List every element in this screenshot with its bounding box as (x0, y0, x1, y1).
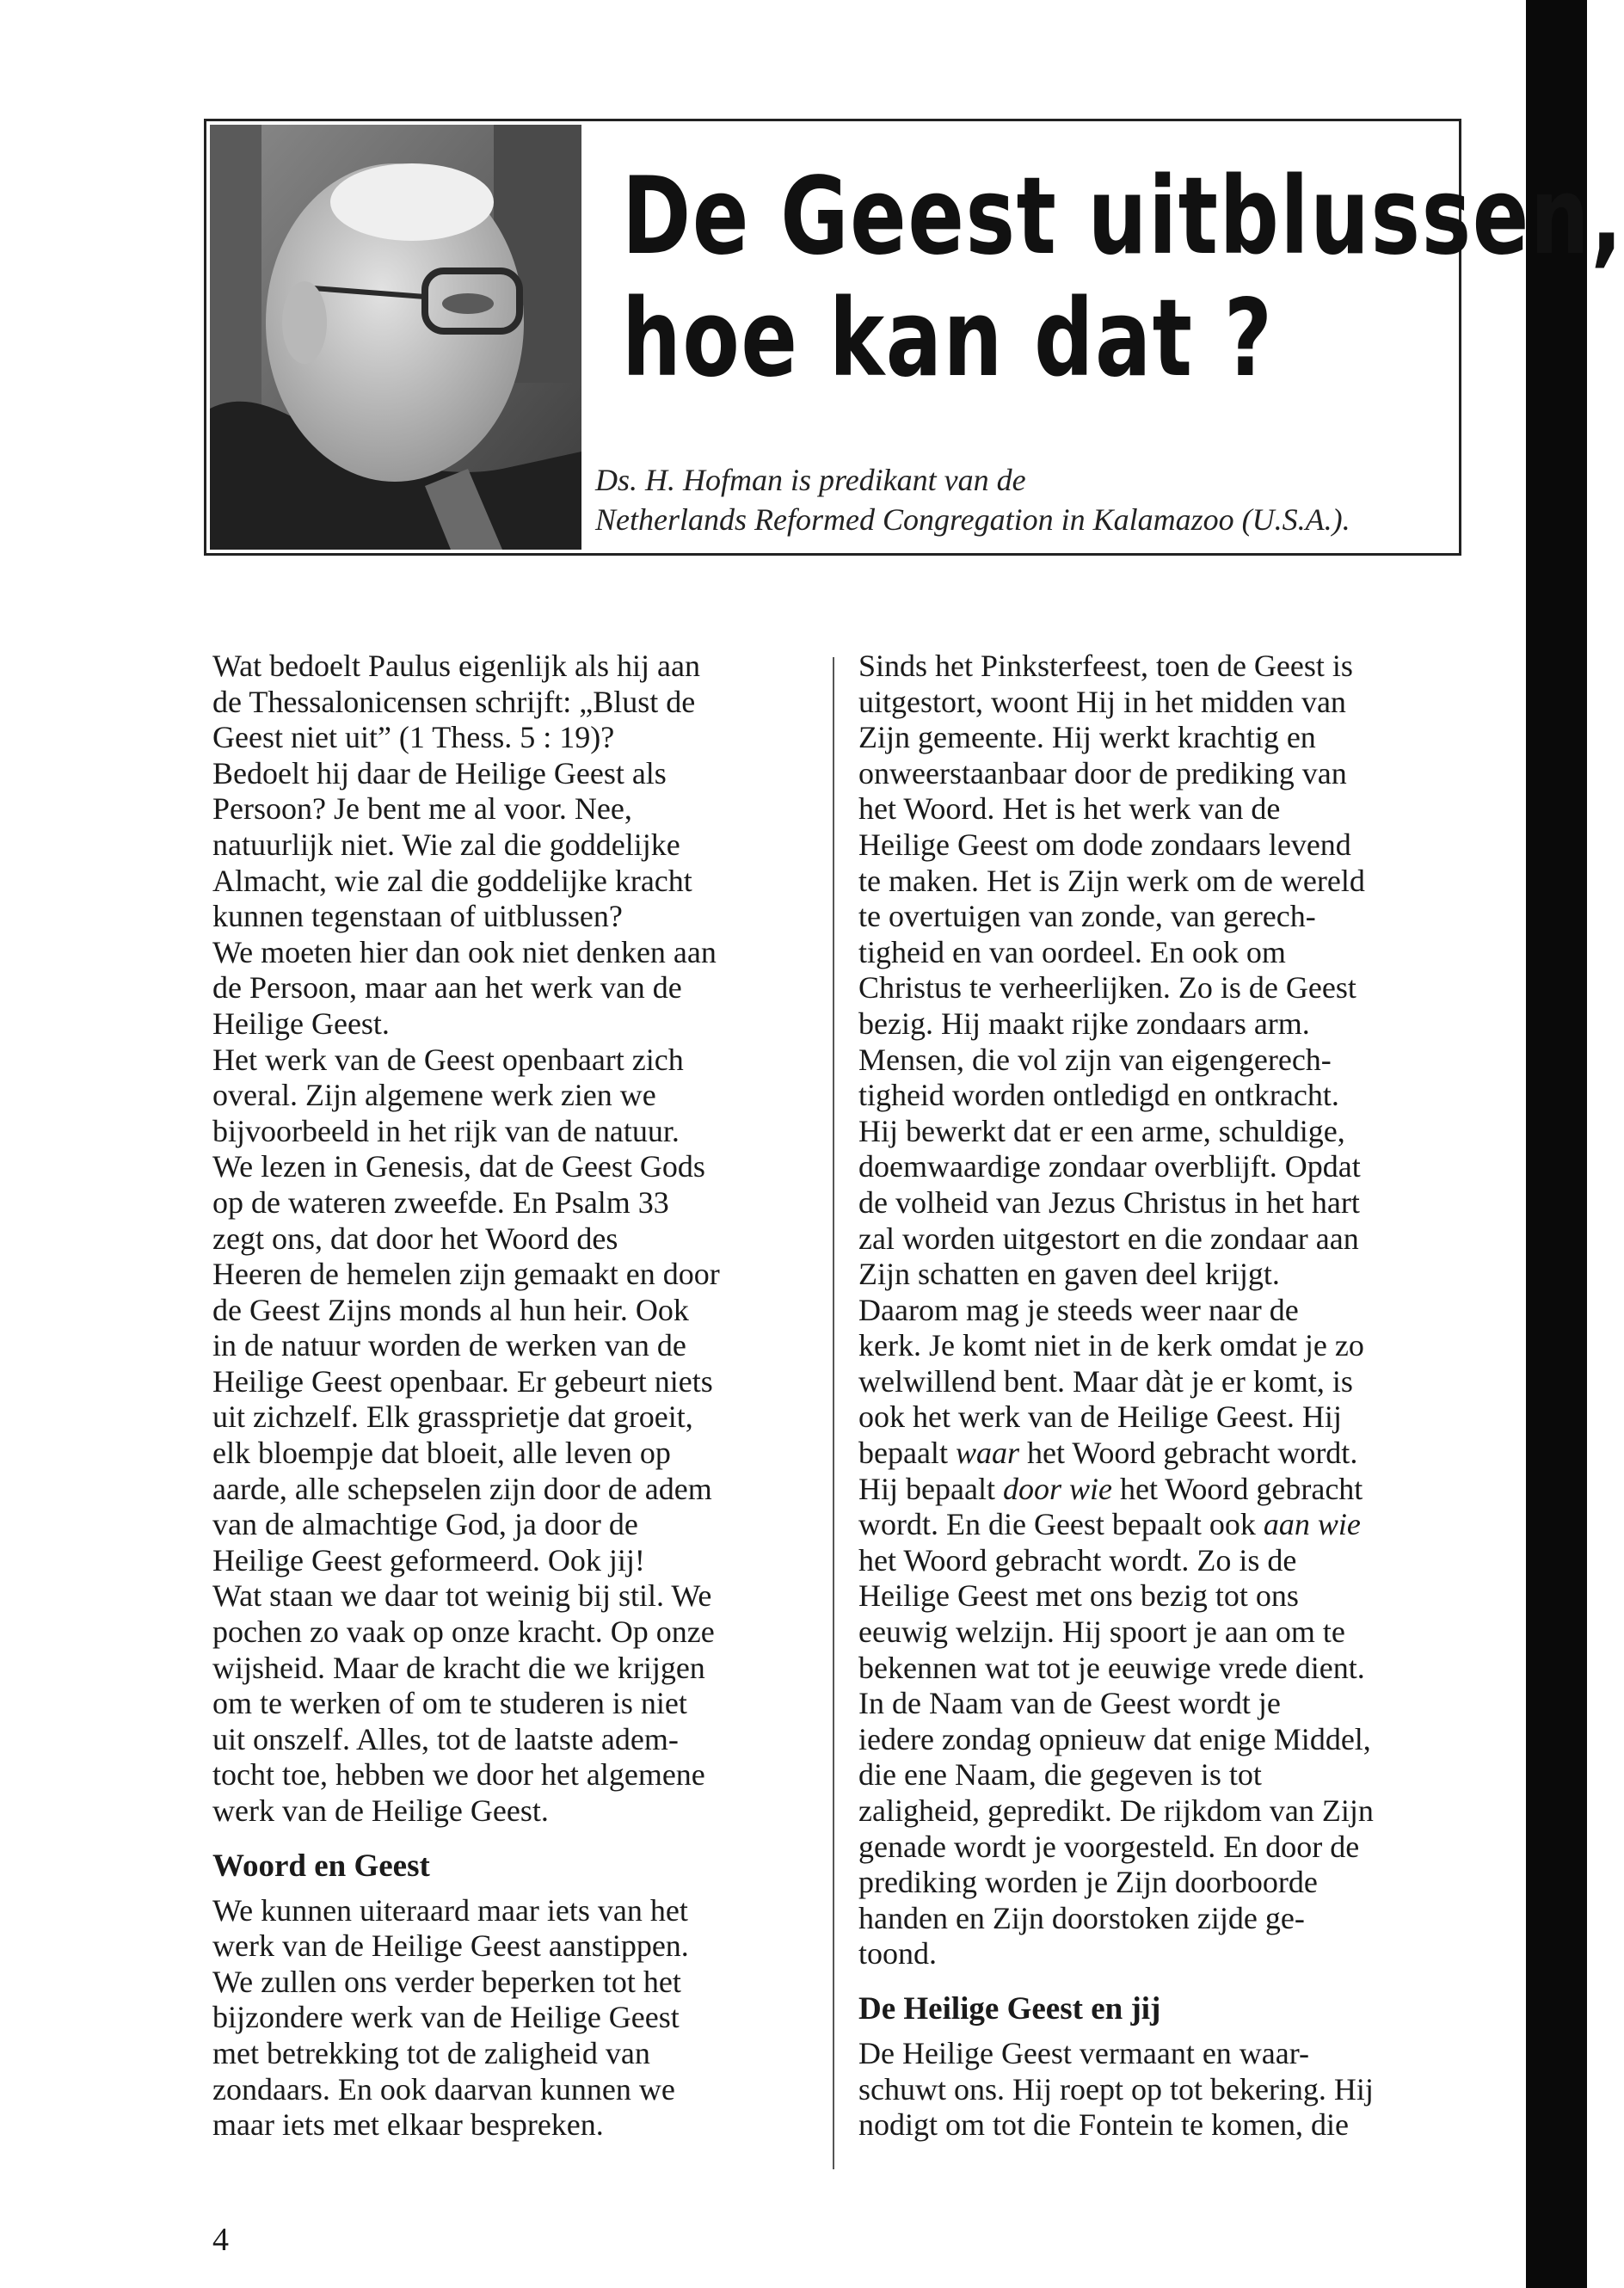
text-line: toond. (858, 1936, 938, 1971)
text-line: overal. Zijn algemene werk zien we (212, 1078, 656, 1113)
text-line: prediking worden je Zijn doorboorde (858, 1865, 1318, 1900)
text-line: genade wordt je voorgesteld. En door de (858, 1829, 1360, 1864)
author-portrait-photo (210, 125, 581, 550)
text-line: iedere zondag opnieuw dat enige Middel, (858, 1721, 1371, 1756)
italic-emphasis: door wie (1002, 1471, 1112, 1506)
right-body-text (858, 649, 1478, 1972)
page-number: 4 (212, 2222, 229, 2258)
text-line: Zijn gemeente. Hij werkt krachtig en (858, 720, 1316, 755)
text-line: Persoon? Je bent me al voor. Nee, (212, 791, 632, 827)
text-fragment: wordt. En die Geest bepaalt ook (858, 1507, 1264, 1542)
text-line: eeuwig welzijn. Hij spoort je aan om te (858, 1615, 1345, 1650)
text-line: tigheid en van oordeel. En ook om (858, 934, 1286, 969)
text-line: die ene Naam, die gegeven is tot (858, 1757, 1262, 1793)
text-line: pochen zo vaak op onze kracht. Op onze (212, 1615, 715, 1650)
text-line: de volheid van Jezus Christus in het hart (858, 1184, 1360, 1220)
text-line: ook het werk van de Heilige Geest. Hij (858, 1399, 1342, 1435)
text-line: Sinds het Pinksterfeest, toen de Geest is (858, 649, 1353, 683)
text-line: te overtuigen van zonde, van gerech- (858, 899, 1316, 934)
article-header (204, 119, 1624, 556)
text-line: kerk. Je komt niet in de kerk omdat je zo (858, 1328, 1364, 1363)
text-line: Mensen, die vol zijn van eigengerech- (858, 1042, 1332, 1077)
text-line: van de almachtige God, ja door de (212, 1507, 638, 1542)
text-line: uit zichzelf. Elk grassprietje dat groeit, (212, 1399, 693, 1435)
text-line: wijsheid. Maar de kracht die we krijgen (212, 1650, 705, 1685)
text-line: zegt ons, dat door het Woord des (212, 1221, 618, 1256)
title-line-1: De Geest uitblussen, (622, 155, 1624, 279)
text-line: elk bloempje dat bloeit, alle leven op (212, 1436, 671, 1471)
text-line: zondaars. En ook daarvan kunnen we (212, 2071, 675, 2107)
text-line-emphasis (858, 1436, 1478, 1472)
text-line: bijzondere werk van de Heilige Geest (212, 2000, 680, 2035)
text-line: de Thessalonicensen schrijft: „Blust de (212, 684, 696, 719)
text-line: We lezen in Genesis, dat de Geest Gods (212, 1149, 705, 1184)
text-line: Heilige Geest openbaar. Er gebeurt niets (212, 1363, 713, 1399)
text-line: In de Naam van de Geest wordt je (858, 1686, 1281, 1721)
text-line-emphasis (858, 1472, 1478, 1508)
article-title (622, 156, 1624, 400)
text-line: op de wateren zweefde. En Psalm 33 (212, 1184, 669, 1220)
text-line: Heilige Geest om dode zondaars levend (858, 827, 1351, 862)
text-line: de Geest Zijns monds al hun heir. Ook (212, 1292, 689, 1327)
text-line: Wat bedoelt Paulus eigenlijk als hij aan (212, 649, 700, 683)
text-line: schuwt ons. Hij roept op tot bekering. Hij (858, 2071, 1374, 2107)
text-line: natuurlijk niet. Wie zal die goddelijke (212, 827, 680, 862)
text-line: uit onszelf. Alles, tot de laatste adem- (212, 1721, 679, 1756)
text-line: We moeten hier dan ook niet denken aan (212, 934, 717, 969)
text-line: kunnen tegenstaan of uitblussen? (212, 899, 623, 934)
text-line: Christus te verheerlijken. Zo is de Geest (858, 970, 1356, 1006)
text-line: uitgestort, woont Hij in het midden van (858, 684, 1346, 719)
text-line: bijvoorbeeld in het rijk van de natuur. (212, 1113, 680, 1148)
text-line: werk van de Heilige Geest. (212, 1793, 549, 1828)
text-line: maar iets met elkaar bespreken. (212, 2107, 604, 2143)
text-line: om te werken of om te studeren is niet (212, 1686, 687, 1721)
text-line: We kunnen uiteraard maar iets van het (212, 1892, 688, 1928)
text-fragment: Hij bepaalt (858, 1471, 1003, 1506)
text-line: Heilige Geest met ons bezig tot ons (858, 1578, 1299, 1614)
section-heading-heilige-geest-en-jij: De Heilige Geest en jij (858, 1990, 1161, 2027)
text-line: welwillend bent. Maar dàt je er komt, is (858, 1363, 1353, 1399)
portrait-illustration (210, 125, 581, 550)
text-line: in de natuur worden de werken van de (212, 1328, 686, 1363)
right-column (858, 649, 1478, 2143)
text-line: tigheid worden ontledigd en ontkracht. (858, 1078, 1339, 1113)
text-fragment: het Woord gebracht (1111, 1471, 1363, 1506)
text-line: Het werk van de Geest openbaart zich (212, 1042, 684, 1077)
text-line: met betrekking tot de zaligheid van (212, 2035, 650, 2070)
text-line: We zullen ons verder beperken tot het (212, 1964, 681, 1999)
text-line: De Heilige Geest vermaant en waar- (858, 2035, 1310, 2070)
text-line: handen en Zijn doorstoken zijde ge- (858, 1900, 1305, 1935)
text-line: zal worden uitgestort en die zondaar aan (858, 1221, 1359, 1256)
italic-emphasis: aan wie (1263, 1507, 1361, 1542)
text-line: bekennen wat tot je eeuwige vrede dient. (858, 1650, 1365, 1685)
caption-line-1: Ds. H. Hofman is predikant van de (595, 463, 1026, 497)
text-line: Heeren de hemelen zijn gemaakt en door (212, 1257, 720, 1292)
text-line: onweerstaanbaar door de prediking van (858, 755, 1347, 790)
section-heading-woord-en-geest: Woord en Geest (212, 1848, 430, 1884)
column-divider (833, 657, 834, 2169)
text-line: Bedoelt hij daar de Heilige Geest als (212, 755, 667, 790)
author-caption (595, 460, 1350, 539)
text-line: nodigt om tot die Fontein te komen, die (858, 2107, 1349, 2143)
text-line: Almacht, wie zal die goddelijke kracht (212, 863, 692, 898)
left-body-text-2 (212, 1893, 806, 2143)
title-line-2: hoe kan dat ? (622, 277, 1274, 401)
text-line: Wat staan we daar tot weinig bij stil. We (212, 1578, 712, 1614)
left-column (212, 649, 806, 2143)
left-body-text (212, 649, 806, 1830)
text-line: het Woord gebracht wordt. Zo is de (858, 1542, 1297, 1578)
italic-emphasis: waar (955, 1436, 1019, 1471)
text-line: Geest niet uit” (1 Thess. 5 : 19)? (212, 720, 615, 755)
text-line: Zijn schatten en gaven deel krijgt. (858, 1257, 1280, 1292)
text-line: Heilige Geest. (212, 1006, 390, 1041)
caption-line-2: Netherlands Reformed Congregation in Kalamazoo (U.S.A.). (595, 502, 1350, 537)
text-fragment: het Woord gebracht wordt. (1018, 1436, 1358, 1471)
text-line: het Woord. Het is het werk van de (858, 791, 1281, 827)
text-line: de Persoon, maar aan het werk van de (212, 970, 682, 1006)
text-line-emphasis (858, 1507, 1478, 1543)
text-line: werk van de Heilige Geest aanstippen. (212, 1928, 689, 1964)
text-line: Hij bewerkt dat er een arme, schuldige, (858, 1113, 1345, 1148)
text-line: te maken. Het is Zijn werk om de wereld (858, 863, 1365, 898)
text-line: Heilige Geest geformeerd. Ook jij! (212, 1542, 645, 1578)
text-fragment: bepaalt (858, 1436, 956, 1471)
text-line: doemwaardige zondaar overblijft. Opdat (858, 1149, 1361, 1184)
text-line: bezig. Hij maakt rijke zondaars arm. (858, 1006, 1310, 1041)
right-body-text-2 (858, 2036, 1478, 2143)
text-line: Daarom mag je steeds weer naar de (858, 1292, 1299, 1327)
text-line: tocht toe, hebben we door het algemene (212, 1757, 705, 1793)
text-line: aarde, alle schepselen zijn door de adem (212, 1471, 712, 1506)
text-line: zaligheid, gepredikt. De rijkdom van Zijn (858, 1793, 1374, 1828)
